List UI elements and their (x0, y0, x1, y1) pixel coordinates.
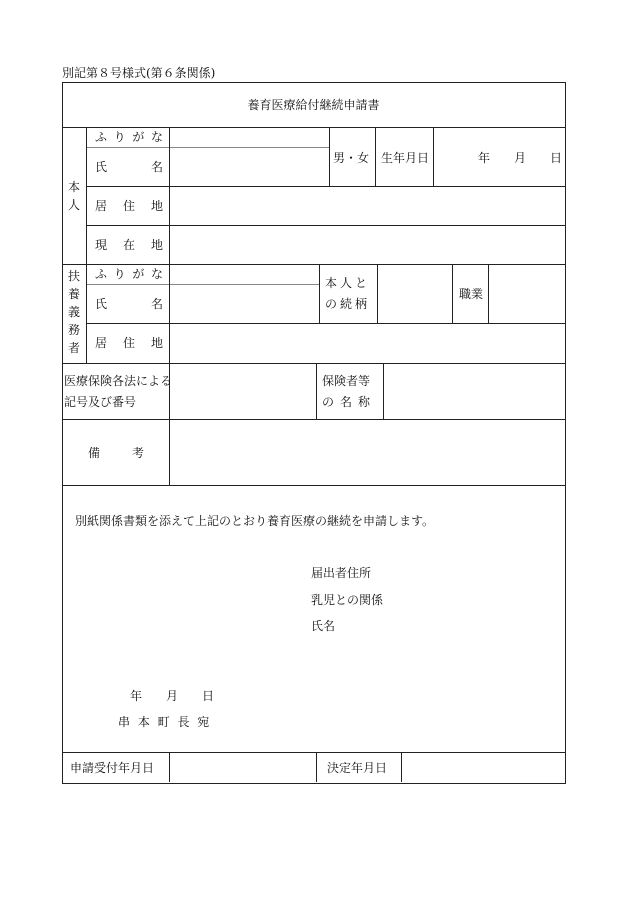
relation-label-line1: 本人と (325, 276, 371, 290)
fuyo-name-label: 氏 名 (95, 297, 163, 311)
job-label: 職業 (459, 287, 484, 301)
fuyo-residence-label: 居 住 地 (95, 336, 163, 350)
insurer-name-field[interactable] (384, 364, 564, 418)
insurance-number-label-line2: 記号及び番号 (64, 395, 137, 409)
infant-relation-label: 乳児との関係 (311, 593, 384, 607)
fuyo-residence-field[interactable] (170, 324, 564, 362)
remarks-label: 備 考 (88, 446, 144, 460)
section-label-fuyo: 扶養義務者 (67, 269, 80, 355)
addressee: 串 本 町 長 宛 (118, 715, 212, 729)
honnin-current-address-label: 現 在 地 (95, 238, 163, 252)
applicant-name-label: 氏名 (311, 619, 336, 633)
birthdate-value: 年 月 日 (478, 151, 563, 165)
insurance-number-label-line1: 医療保険各法による (64, 374, 173, 388)
receipt-date-field[interactable] (170, 753, 315, 781)
form-title: 養育医療給付継続申請書 (247, 98, 380, 112)
insurance-number-field[interactable] (170, 364, 315, 418)
decision-date-label: 決定年月日 (327, 761, 388, 775)
receipt-date-label: 申請受付年月日 (70, 761, 155, 775)
remarks-field[interactable] (170, 420, 564, 484)
honnin-name-field[interactable] (170, 148, 328, 185)
sex-label: 男・女 (333, 151, 370, 165)
job-field[interactable] (489, 265, 564, 322)
honnin-name-label-text: 氏 名 (95, 160, 163, 174)
form-number-label: 別記第８号様式(第６条関係) (62, 66, 216, 80)
section-label-honnin: 本人 (67, 180, 80, 212)
honnin-furigana-field[interactable] (170, 128, 328, 146)
fuyo-name-field[interactable] (170, 285, 318, 322)
fuyo-furigana-field[interactable] (170, 265, 318, 283)
decision-date-field[interactable] (402, 753, 564, 781)
relation-label-line2: の続柄 (325, 297, 371, 311)
relation-field[interactable] (378, 265, 451, 322)
fuyo-furigana-label: ふ り が な (95, 267, 163, 281)
applicant-address-label: 届出者住所 (311, 566, 372, 580)
birthdate-label: 生年月日 (381, 151, 430, 165)
insurer-label-line2: の名称 (322, 395, 377, 409)
insurer-label-line1: 保険者等 (322, 374, 371, 388)
application-statement: 別紙関係書類を添えて上記のとおり養育医療の継続を申請します。 (75, 514, 435, 528)
honnin-furigana-label: ふ り が な (95, 130, 163, 144)
honnin-residence-label: 居 住 地 (95, 199, 163, 213)
honnin-residence-field[interactable] (170, 187, 564, 224)
honnin-current-address-field[interactable] (170, 226, 564, 263)
application-date-label: 年 月 日 (130, 689, 215, 703)
